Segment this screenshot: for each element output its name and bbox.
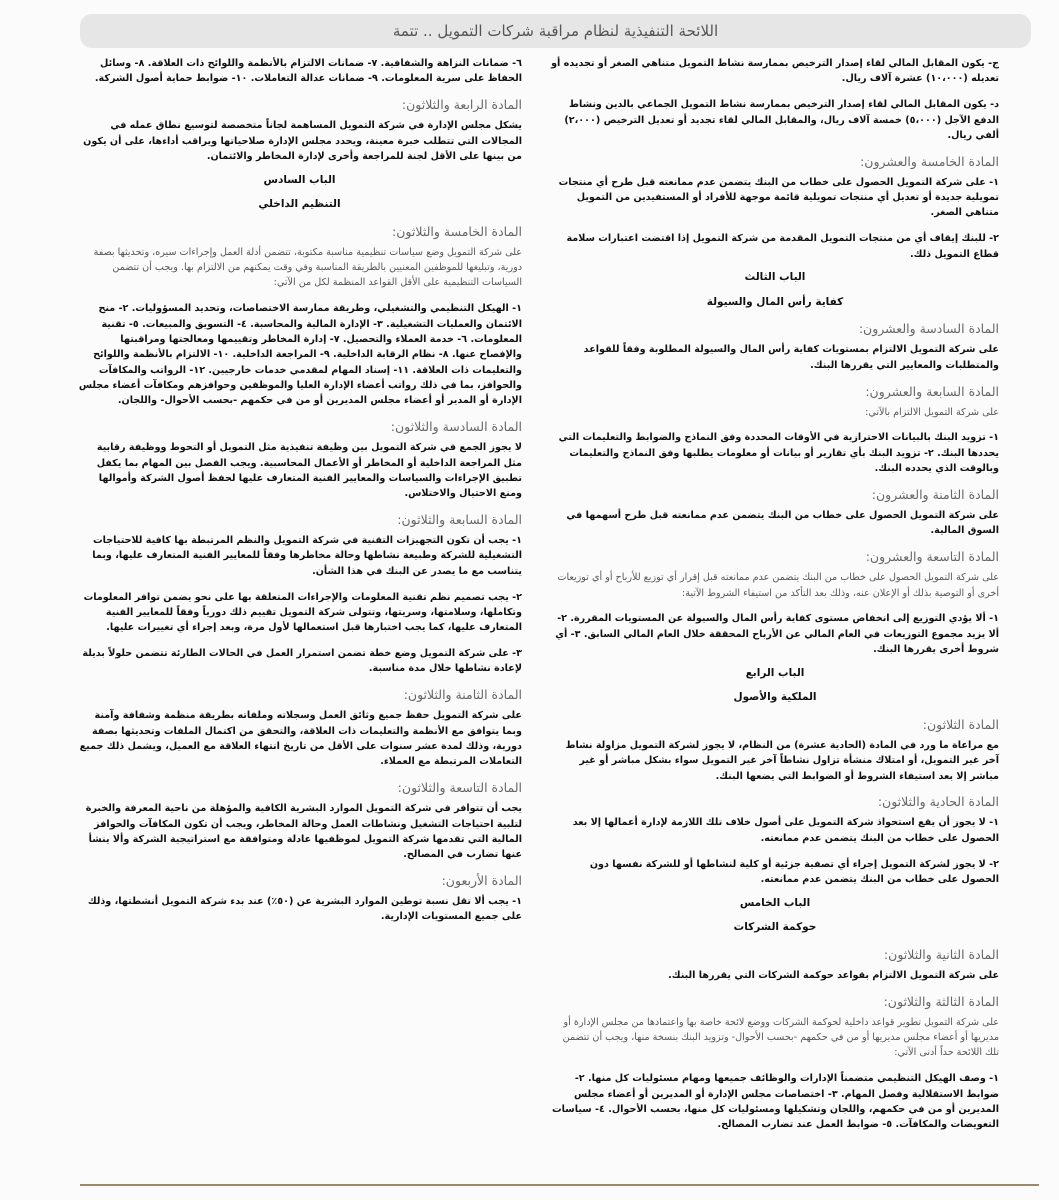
article-paragraph: ١- ألا يؤدي التوزيع إلى انخفاض مستوى كفاية رأس المال والسيولة عن المستويات المقررة. ٢- ألا يزيد مجموع التوزيعات في العام المالي عن الأرباح المحققة خلال العام المالي السابق. ٣- أي شروط أخرى يقررها البنك.: [555, 613, 999, 656]
chapter-title: الباب الخامس: [739, 896, 811, 909]
article-heading: المادة الأربعون:: [441, 873, 522, 889]
article-paragraph: على شركة التمويل الحصول على خطاب من البنك يتضمن عدم ممانعته قبل إقرار أي توزيع للأرباح أو أي توزيعات أخرى أو التوصية بذلك أو الإعلان عنه، وذلك بعد التأكد من استيفاء الشروط الآتية:: [557, 572, 999, 599]
left-column: [77, 56, 522, 935]
article-heading: المادة الرابعة والثلاثون:: [401, 97, 522, 113]
article-paragraph: ٢- للبنك إيقاف أي من منتجات التمويل المقدمة من شركة التمويل إذا اقتضت اعتبارات سلامة قطاع التمويل ذلك.: [566, 233, 999, 260]
page-header: اللائحة التنفيذية لنظام مراقبة شركات التمويل .. تتمة: [80, 14, 1031, 48]
article-paragraph: على شركة التمويل الالتزام بالآتي:: [865, 406, 999, 418]
article-paragraph: ١- الهيكل التنظيمي والتشغيلي، وطريقة ممارسة الاختصاصات، وتحديد المسؤوليات. ٢- منح الائتمان والعمليات التشغيلية. ٣- الإدارة المالية والمحاسبة. ٤- التسويق والمبيعات. ٥- تقنية المعلومات. ٦- خدمة العملاء والتحصيل. ٧- إدارة المخاطر وتقييمها ومعالجتها ومراقبتها والإفصاح عنها. ٨- نظام الرقابة الداخلية. ٩- المراجعة الداخلية. ١٠- الالتزام بالأنظمة واللوائح والتعليمات ذات العلاقة. ١١- إسناد المهام لمقدمي خدمات خارجيين. ١٢- الرواتب والمكافآت والحوافز، بما في ذلك رواتب أعضاء الإدارة العليا والموظفين وحوافزهم ومكافآت أعضاء مجلس الإدارة أو المدير أو أعضاء مجلس المديرين أو من في حكمهم -بحسب الأحوال- واللجان.: [78, 303, 522, 407]
article-heading: المادة الحادية والثلاثون:: [877, 794, 999, 810]
article-heading: المادة الخامسة والثلاثون:: [392, 223, 522, 239]
article-heading: المادة السادسة والعشرون:: [858, 321, 999, 337]
article-heading: المادة التاسعة والعشرون:: [865, 549, 999, 565]
footer-divider: [80, 1184, 1039, 1186]
chapter-title: الباب السادس: [263, 173, 336, 186]
article-paragraph: ١- تزويد البنك بالبيانات الاحترازية في الأوقات المحددة وفق النماذج والضوابط والتعليمات التي يحددها البنك. ٢- تزويد البنك بأي تقارير أو بيانات أو معلومات يطلبها وفق النماذج والتعليمات وبالوقت الذي يحدده البنك.: [558, 432, 999, 475]
chapter-title: كفاية رأس المال والسيولة: [706, 295, 844, 308]
article-paragraph: ١- يجب أن تكون التجهيزات التقنية في شركة التمويل والنظم المرتبطة بها كافية للاحتياجات التشغيلية للشركة وطبيعة نشاطها وحالة مخاطرها وفقاً للمعايير الفنية المتعارف عليها، وبما يتناسب مع ما يصدر عن البنك في هذا الشأن.: [92, 535, 522, 577]
article-heading: المادة الخامسة والعشرون:: [860, 153, 999, 169]
article-paragraph: ج- يكون المقابل المالي لقاء إصدار الترخيص بممارسة نشاط التمويل متناهي الصغر أو تجديده أو تعديله (١٠،٠٠٠) عشرة آلاف ريال.: [551, 58, 999, 85]
article-paragraph: على شركة التمويل تطوير قواعد داخلية لحوكمة الشركات ووضع لائحة خاصة بها واعتمادها من مجلس الإدارة أو مديريها أو أعضاء مجلس مديريها أو من في حكمهم -بحسب الأحوال- وتزويد البنك بنسخة منها، ويجب أن تتضمن تلك اللائحة حداً أدنى الآتي:: [562, 1016, 999, 1059]
chapter-title: التنظيم الداخلي: [258, 198, 341, 211]
article-paragraph: لا يجوز الجمع في شركة التمويل بين وظيفة تنفيذية مثل التمويل أو التحوط ووظيفة رقابية مثل المراجعة الداخلية أو المخاطر أو الأعمال المحاسبية. ويجب الفصل بين المهام بما يكفل تطبيق الإجراءات والسياسات والمعايير الفنية المتعارف عليها لحفظ أصول الشركة وأموالها ومنع الاحتيال والاختلاس.: [96, 442, 522, 500]
article-paragraph: ٢- لا يجوز لشركة التمويل إجراء أي تصفية جزئية أو كلية لنشاطها أو للشركة نفسها دون الحصول على خطاب من البنك يتضمن عدم ممانعته.: [589, 858, 999, 885]
article-paragraph: ١- يجب ألا تقل نسبة توطين الموارد البشرية عن (٥٠٪) عند بدء شركة التمويل أنشطتها، وذلك على جميع المستويات الإدارية.: [87, 896, 522, 923]
article-heading: المادة الثامنة والثلاثون:: [403, 687, 522, 703]
article-paragraph: على شركة التمويل الالتزام بمستويات كفاية رأس المال والسيولة المطلوبة وفقاً للقواعد والمتطلبات والمعايير التي يقررها البنك.: [583, 344, 999, 371]
article-heading: المادة السابعة والثلاثون:: [397, 512, 522, 528]
article-paragraph: على شركة التمويل حفظ جميع وثائق العمل وسجلاته وملفاته بطريقة منظمة وشفافة وآمنة وبما يتوافق مع الأنظمة والتعليمات ذات العلاقة، والتحقق من اكتمال الملفات وتحديثها بصفة دورية، وذلك لمدة عشر سنوات على الأقل من تاريخ انتهاء العلاقة مع العميل، ويشمل ذلك جميع التعاملات المرتبطة مع العملاء.: [79, 710, 522, 768]
right-column: [551, 56, 999, 1143]
article-heading: المادة الثلاثون:: [922, 716, 999, 732]
article-paragraph: ١- لا يجوز أن يقع استحواذ شركة التمويل على أصول خلاف تلك اللازمة لإدارة أعمالها إلا بعد الحصول على خطاب من البنك يتضمن عدم ممانعته.: [572, 817, 999, 844]
chapter-title: الملكية والأصول: [733, 691, 817, 704]
article-paragraph: على شركة التمويل الحصول على خطاب من البنك يتضمن عدم ممانعته قبل طرح أسهمها في السوق المالية.: [566, 510, 999, 537]
article-paragraph: على شركة التمويل الالتزام بقواعد حوكمة الشركات التي يقررها البنك.: [668, 969, 999, 981]
article-heading: المادة السابعة والعشرون:: [865, 383, 999, 399]
article-heading: المادة الثامنة والعشرون:: [871, 487, 999, 502]
article-paragraph: ٢- يجب تصميم نظم تقنية المعلومات والإجراءات المتعلقة بها على نحو يضمن توافر المعلومات وتكاملها، وسلامتها، وسريتها، وتتولى شركة التمويل تقييم ذلك دورياً وفقاً للمعايير الفنية المتعارف عليها، كما يجب اختبارها قبل استعمالها لأول مرة، وبعد إجراء أي تغييرات عليها.: [83, 591, 522, 634]
article-paragraph: ٣- على شركة التمويل وضع خطة تضمن استمرار العمل في الحالات الطارئة تتضمن حلولاً بديلة لإعادة نشاطها خلال مدة مناسبة.: [82, 648, 522, 675]
article-paragraph: على شركة التمويل وضع سياسات تنظيمية مناسبة مكتوبة، تتضمن أدلة العمل وإجراءات سيره، وتحديثها بصفة دورية، وتبليغها للموظفين المعنيين بالطريقة المناسبة وفي وقت يمكنهم من الالتزام بها. ويجب أن تتضمن السياسات التنظيمية على الأقل القواعد المنظمة لكل من الآتي:: [93, 246, 522, 289]
article-heading: المادة التاسعة والثلاثون:: [397, 780, 522, 796]
article-heading: المادة الثانية والثلاثون:: [883, 946, 999, 962]
article-heading: المادة الثالثة والثلاثون:: [883, 993, 999, 1009]
article-paragraph: د- يكون المقابل المالي لقاء إصدار الترخيص بممارسة نشاط التمويل الجماعي بالدين ونشاط الدفع الآجل (٥،٠٠٠) خمسة آلاف ريال، والمقابل المالي لقاء تجديد أو تعديل الترخيص (٢،٠٠٠) ألفي ريال.: [564, 99, 999, 141]
article-paragraph: ٦- ضمانات النزاهة والشفافية. ٧- ضمانات الالتزام بالأنظمة واللوائح ذات العلاقة. ٨- وسائل الحفاظ على سرية المعلومات. ٩- ضمانات عدالة التعاملات. ١٠- ضوابط حماية أصول الشركة.: [94, 58, 522, 85]
article-paragraph: يجب أن تتوافر في شركة التمويل الموارد البشرية الكافية والمؤهلة من ناحية المعرفة والخبرة لتلبية احتياجات التشغيل ونشاطات العمل وحالة المخاطر، ويجب أن تكون المكافآت والحوافز المالية التي تقدمها شركة التمويل لموظفيها عادلة ومتوافقة مع استراتيجية الشركة وألا ينشأ عنها تضارب في المصالح.: [85, 803, 522, 861]
article-paragraph: مع مراعاة ما ورد في المادة (الحادية عشرة) من النظام، لا يجوز لشركة التمويل مزاولة نشاط آخر غير التمويل، أو امتلاك منشأة تزاول نشاطاً آخر غير التمويل سواء بشكل مباشر أو غير مباشر إلا بعد استيفاء الشروط أو الضوابط التي يضعها البنك.: [565, 739, 999, 782]
chapter-title: الباب الثالث: [744, 271, 806, 284]
article-paragraph: يشكل مجلس الإدارة في شركة التمويل المساهمة لجاناً متخصصة لتوسيع نطاق عمله في المجالات التي تتطلب خبرة معينة، ويحدد مجلس الإدارة صلاحياتها ويراقب أداءها، على أن يكون من بينها على الأقل لجنة للمراجعة وأخرى لإدارة المخاطر والائتمان.: [83, 120, 522, 162]
chapter-title: حوكمة الشركات: [733, 921, 817, 934]
article-paragraph: ١- على شركة التمويل الحصول على خطاب من البنك يتضمن عدم ممانعته قبل طرح أي منتجات تمويلية جديدة أو تعديل أي منتجات تمويلية قائمة موجهة للأفراد أو المستفيدين من التمويل متناهي الصغر.: [558, 176, 999, 219]
article-paragraph: ١- وصف الهيكل التنظيمي متضمناً الإدارات والوظائف جميعها ومهام مسئوليات كل منها. ٢- ضوابط الاستقلالية وفصل المهام. ٣- اختصاصات مجلس الإدارة أو المديرين أو أعضاء مجلس المديرين أو من في حكمهم، واللجان وتشكيلها ومسئوليات كل منها، بحسب الأحوال. ٤- سياسات التعويضات والمكافآت. ٥- ضوابط العمل عند تضارب المصالح.: [552, 1073, 999, 1131]
article-heading: المادة السادسة والثلاثون:: [390, 419, 522, 435]
chapter-title: الباب الرابع: [745, 666, 805, 679]
